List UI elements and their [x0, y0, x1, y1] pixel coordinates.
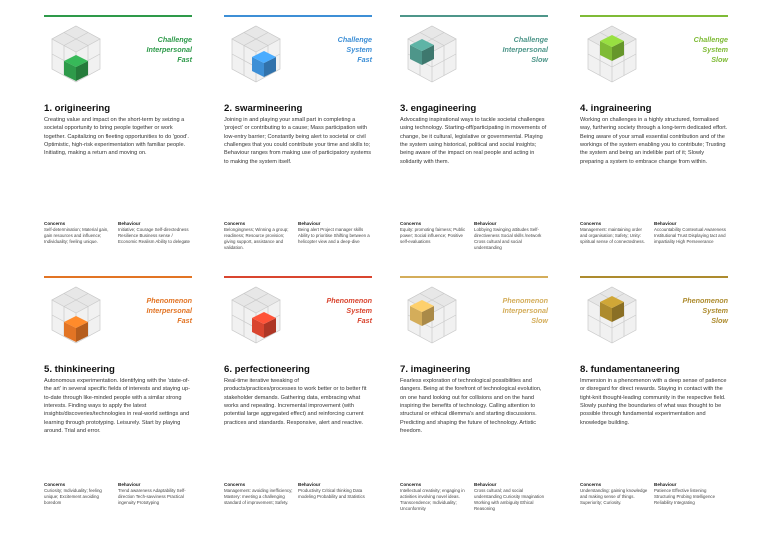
concerns-column	[400, 221, 470, 245]
cube-icon	[226, 25, 286, 85]
card-description: Fearless exploration of technological possibilities and dangers. Being at the forefront of technological evolution, on one hand looking out for collisions and on the hand inspiring the benefits of technology. Calling attention to structural or ethical dilemma's and starting discussions. Predicting and shaping the future of technology. Artistic freedom.	[400, 378, 542, 435]
category-tags	[458, 35, 548, 65]
tag-speed: Slow	[711, 55, 728, 64]
concerns-column	[44, 482, 114, 506]
tag-type: Challenge	[337, 35, 372, 44]
cube-icon	[46, 25, 106, 85]
category-tags	[282, 296, 372, 326]
concerns-text: Belongingness; Winning a group; readiness; Resource provision; giving support, assistance and validation.	[224, 227, 289, 250]
cube-icon	[46, 286, 106, 346]
behaviour-heading: Behaviour	[298, 482, 321, 487]
behaviour-heading: Behaviour	[474, 482, 497, 487]
color-rule	[580, 15, 728, 17]
card-description: Creating value and impact on the short-term by seizing a societal opportunity to bring people together or work together. Capitalizing on fleeting opportunities to do 'good'. Optimistic, high-risk experimentation with familiar people. Initiating, making a return and moving on.	[44, 117, 189, 157]
tag-type: Phenomenon	[146, 296, 192, 305]
tag-speed: Slow	[531, 55, 548, 64]
concerns-text: Management: maintaining order and organisation; Safety; Unity: spiritual sense of connectedness.	[580, 227, 645, 244]
behaviour-column	[118, 482, 192, 506]
behaviour-heading: Behaviour	[118, 482, 141, 487]
cube-icon	[402, 25, 462, 85]
card-imagineering	[400, 276, 548, 538]
tag-speed: Slow	[531, 316, 548, 325]
cube-icon	[226, 286, 286, 346]
color-rule	[400, 15, 548, 17]
color-rule	[224, 15, 372, 17]
card-perfectioneering	[224, 276, 372, 538]
tag-type: Challenge	[513, 35, 548, 44]
card-title: 2. swarmineering	[224, 103, 303, 114]
behaviour-text: Productivity Critical thinking Data modeling Probability and Statistics	[298, 488, 365, 499]
card-title: 6. perfectioneering	[224, 364, 310, 375]
concerns-text: Equity: promoting fairness; Public power; Social influence; Positive self-evaluations	[400, 227, 466, 244]
behaviour-column	[474, 221, 548, 251]
color-rule	[224, 276, 372, 278]
card-title: 8. fundamentaneering	[580, 364, 680, 375]
tag-scope: Interpersonal	[146, 306, 192, 315]
card-engagineering	[400, 15, 548, 277]
card-title: 4. ingraineering	[580, 103, 652, 114]
card-description: Autonomous experimentation. Identifying with the 'state-of-the art' in several specific fields of interests and staying up-to-date through like-minded people with a similar strong interests. Finding ways to apply the latest insights/discoveries/technologies in real-world settings and learning through prototyping. Leisurely. Start by playing around. Trial and error.	[44, 378, 190, 435]
tag-speed: Fast	[177, 55, 192, 64]
tag-type: Challenge	[693, 35, 728, 44]
behaviour-text: Lobbying Swinging attitudes Self-directiveness Social skills /network Cross cultural and social understanding	[474, 227, 542, 250]
category-tags	[102, 35, 192, 65]
behaviour-heading: Behaviour	[654, 482, 677, 487]
behaviour-column	[118, 221, 192, 245]
behaviour-text: Cross cultural; and social understanding Curiosity Imagination Working with ambiguity Ethical Reasoning	[474, 488, 545, 511]
card-title: 1. origineering	[44, 103, 111, 114]
tag-speed: Fast	[177, 316, 192, 325]
card-description: Real-time iterative tweaking of products/practices/processes to work better or to better fit stakeholder demands. Gathering data, embracing what works and repeating. Incremental improvement (with potential large aggregated effect) and reinforcing current practices and standards. Responsive, alert and reactive.	[224, 378, 367, 426]
behaviour-text: Being alert Project manager skills Ability to prioritise Shifting between a helicopter view and a deep-dive	[298, 227, 370, 244]
concerns-text: Curiosity; Individuality; feeling unique; Excitement avoiding boredom	[44, 488, 102, 505]
cube-icon	[582, 25, 642, 85]
tag-speed: Fast	[357, 316, 372, 325]
card-ingraineering	[580, 15, 728, 277]
concerns-heading: Concerns	[400, 221, 422, 226]
behaviour-column	[654, 221, 728, 245]
concerns-text: Intellectual creativity; engaging in activities involving novel ideas. Transcendence; Individuality; Unconformity	[400, 488, 465, 511]
tag-scope: System	[346, 306, 372, 315]
concerns-text: Management: avoiding inefficiency; Mastery: meeting a challenging standard of improvement; Safety.	[224, 488, 293, 505]
behaviour-heading: Behaviour	[654, 221, 677, 226]
behaviour-heading: Behaviour	[298, 221, 321, 226]
behaviour-text: Initiative; Courage Self-directedness Resilience Business sense / Economic Realism Ability to delegate	[118, 227, 190, 244]
tag-type: Phenomenon	[682, 296, 728, 305]
concerns-heading: Concerns	[580, 221, 602, 226]
card-title: 5. thinkineering	[44, 364, 115, 375]
concerns-column	[44, 221, 114, 245]
concerns-heading: Concerns	[224, 482, 246, 487]
concerns-heading: Concerns	[400, 482, 422, 487]
behaviour-column	[474, 482, 548, 512]
behaviour-text: Patience Effective listening Structuring Probing Intelligence Reliability Integrating	[654, 488, 716, 505]
tag-scope: Interpersonal	[146, 45, 192, 54]
tag-scope: System	[346, 45, 372, 54]
behaviour-text: Trend awareness Adaptability Self-direction Tech-savviness Practical ingenuity Prototyping	[118, 488, 186, 505]
card-title: 3. engagineering	[400, 103, 477, 114]
category-tags	[458, 296, 548, 326]
concerns-heading: Concerns	[580, 482, 602, 487]
card-origineering	[44, 15, 192, 277]
color-rule	[400, 276, 548, 278]
behaviour-column	[298, 482, 372, 500]
color-rule	[44, 276, 192, 278]
tag-type: Challenge	[157, 35, 192, 44]
behaviour-text: Accountability Contextual Awareness Institutional Trust Displaying tact and impartiality High Perseverance	[654, 227, 726, 244]
tag-type: Phenomenon	[326, 296, 372, 305]
card-thinkineering	[44, 276, 192, 538]
behaviour-heading: Behaviour	[474, 221, 497, 226]
category-tags	[102, 296, 192, 326]
tag-scope: System	[702, 306, 728, 315]
concerns-text: Understanding: gaining knowledge and making sense of things. Superiority; Curiosity.	[580, 488, 648, 505]
card-description: Joining in and playing your small part in completing a 'project' or contributing to a cause; Mass participation with low-entry barrier; Constantly being alert to societal or civil challenges that you could contribute your time and skills to; Behaviour ranges from making use of participatory systems to making the system itself.	[224, 117, 372, 165]
tag-scope: Interpersonal	[502, 306, 548, 315]
tag-scope: Interpersonal	[502, 45, 548, 54]
tag-type: Phenomenon	[502, 296, 548, 305]
color-rule	[44, 15, 192, 17]
concerns-heading: Concerns	[224, 221, 246, 226]
behaviour-column	[654, 482, 728, 506]
category-tags	[638, 296, 728, 326]
concerns-column	[580, 221, 650, 245]
card-title: 7. imagineering	[400, 364, 471, 375]
concerns-column	[580, 482, 650, 506]
tag-scope: System	[702, 45, 728, 54]
concerns-column	[400, 482, 470, 512]
concerns-column	[224, 221, 294, 251]
cube-icon	[402, 286, 462, 346]
cube-icon	[582, 286, 642, 346]
concerns-heading: Concerns	[44, 482, 66, 487]
card-description: Immersion in a phenomenon with a deep sense of patience or disregard for direct rewards. Staying in contact with the tight-knit thought-leading community in the respective field. Slowly pushing the boundaries of what was thought to be possible through fundamental experimentation and knowledge building.	[580, 378, 727, 426]
card-swarmineering	[224, 15, 372, 277]
tag-speed: Slow	[711, 316, 728, 325]
category-tags	[638, 35, 728, 65]
card-fundamentaneering	[580, 276, 728, 538]
card-description: Working on challenges in a highly structured, formalised way, furthering society through a long-term dedicated effort. Being aware of your small essential contribution and of the workings of the system enabling you to contribute; Trusting the system and being an indelible part of it; Slowly preparing a system to embrace change from within.	[580, 117, 728, 165]
concerns-column	[224, 482, 294, 506]
concerns-heading: Concerns	[44, 221, 66, 226]
behaviour-column	[298, 221, 372, 245]
category-tags	[282, 35, 372, 65]
card-description: Advocating inspirational ways to tackle societal challenges using technology. Starting-off/participating in movements of change, be it cultural, legislative or governmental. Playing the system using historical, political and social insights; being aware of the impact on real people and acting in solidarity with them.	[400, 117, 547, 165]
concerns-text: Self-determination; Material gain, gain resources and influence; Individuality; feeling unique.	[44, 227, 109, 244]
tag-speed: Fast	[357, 55, 372, 64]
behaviour-heading: Behaviour	[118, 221, 141, 226]
color-rule	[580, 276, 728, 278]
